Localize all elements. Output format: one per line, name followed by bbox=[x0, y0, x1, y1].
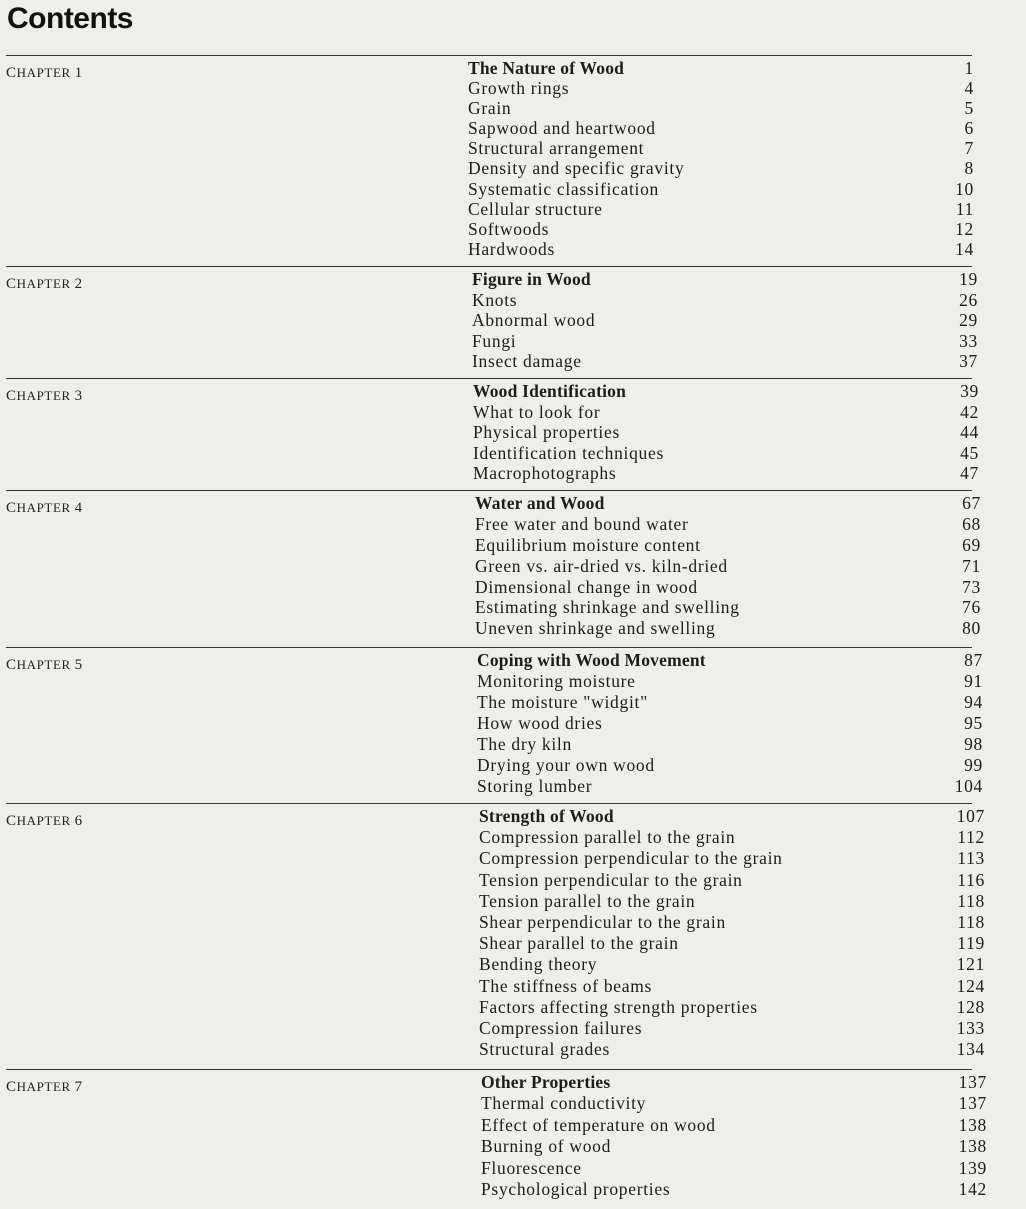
section-row bbox=[473, 422, 979, 443]
chapter-entries bbox=[468, 58, 974, 259]
section-title: Macrophotographs bbox=[473, 463, 617, 484]
page-number: 133 bbox=[956, 1017, 985, 1038]
section-title: Burning of wood bbox=[481, 1136, 612, 1157]
chapter-label bbox=[6, 276, 83, 293]
section-title: Cellular structure bbox=[468, 198, 603, 219]
section-title: Bending theory bbox=[479, 954, 598, 975]
section-row bbox=[481, 1179, 987, 1200]
section-title: Growth rings bbox=[468, 78, 570, 99]
chapter-entries bbox=[473, 381, 979, 484]
section-title: Compression parallel to the grain bbox=[479, 827, 736, 848]
chapter-label bbox=[6, 1079, 83, 1096]
section-title: Uneven shrinkage and swelling bbox=[475, 618, 716, 639]
page-number: 104 bbox=[954, 776, 983, 796]
chapter-entries bbox=[477, 650, 983, 797]
page-number: 67 bbox=[962, 493, 981, 513]
chapter-label-word: HAPTER bbox=[16, 276, 71, 291]
section-title: Equilibrium moisture content bbox=[475, 534, 701, 555]
section-title: Psychological properties bbox=[481, 1178, 671, 1199]
section-row bbox=[479, 912, 985, 933]
section-title: Monitoring moisture bbox=[477, 671, 636, 691]
section-row bbox=[473, 463, 979, 484]
chapter-title: Strength of Wood bbox=[479, 806, 614, 826]
chapter-label-initial: C bbox=[6, 1079, 17, 1095]
page-number: 118 bbox=[957, 911, 985, 932]
section-row bbox=[472, 310, 978, 331]
page-number: 138 bbox=[958, 1114, 987, 1135]
section-row bbox=[479, 997, 985, 1018]
section-row bbox=[475, 535, 981, 556]
section-row bbox=[477, 713, 983, 734]
chapter-label-initial: C bbox=[6, 388, 17, 404]
chapter-label bbox=[6, 388, 83, 405]
page-number: 94 bbox=[964, 692, 983, 712]
page-number: 76 bbox=[962, 597, 981, 618]
page-number: 113 bbox=[957, 848, 985, 869]
page-number: 107 bbox=[956, 806, 985, 826]
chapter-section bbox=[6, 1069, 987, 1199]
chapter-label-initial: C bbox=[6, 813, 17, 829]
chapter-label-word: HAPTER bbox=[16, 500, 71, 515]
section-row bbox=[473, 443, 979, 464]
chapter-entries bbox=[479, 806, 985, 1060]
chapter-title: The Nature of Wood bbox=[468, 58, 625, 78]
page-number: 11 bbox=[955, 198, 974, 219]
section-row bbox=[468, 158, 974, 178]
chapter-label-initial: C bbox=[6, 65, 17, 81]
page-number: 128 bbox=[956, 996, 985, 1017]
page-number: 134 bbox=[956, 1039, 985, 1060]
page-number: 12 bbox=[955, 218, 974, 239]
chapter-title: Other Properties bbox=[481, 1072, 611, 1092]
page-number: 87 bbox=[964, 650, 983, 670]
page-number: 121 bbox=[956, 954, 985, 975]
section-row bbox=[477, 734, 983, 755]
section-title: Compression failures bbox=[479, 1017, 643, 1038]
page-number: 118 bbox=[957, 890, 985, 911]
page-number: 44 bbox=[960, 422, 979, 443]
section-row bbox=[472, 351, 978, 372]
section-title: What to look for bbox=[473, 401, 601, 422]
section-row bbox=[468, 179, 974, 199]
chapter-label bbox=[6, 813, 83, 830]
section-title: Knots bbox=[472, 289, 518, 310]
section-row bbox=[468, 199, 974, 219]
chapter-section bbox=[6, 55, 974, 259]
page-number: 47 bbox=[960, 463, 979, 484]
section-title: Grain bbox=[468, 98, 512, 119]
page-number: 112 bbox=[957, 827, 985, 848]
section-title: Abnormal wood bbox=[472, 310, 596, 331]
section-row bbox=[479, 891, 985, 912]
section-row bbox=[477, 671, 983, 692]
page-number: 119 bbox=[957, 933, 985, 954]
section-title: How wood dries bbox=[477, 713, 603, 733]
page-number: 142 bbox=[958, 1178, 987, 1199]
section-row bbox=[479, 848, 985, 869]
page-number: 19 bbox=[959, 269, 978, 289]
section-title: Systematic classification bbox=[468, 178, 659, 199]
page-number: 14 bbox=[955, 238, 974, 259]
section-title: Fluorescence bbox=[481, 1157, 582, 1178]
chapter-title-row bbox=[475, 493, 981, 514]
section-row bbox=[479, 1039, 985, 1060]
page-number: 71 bbox=[962, 555, 981, 576]
section-title: The stiffness of beams bbox=[479, 975, 653, 996]
chapter-label-word: HAPTER bbox=[16, 65, 71, 80]
section-title: Compression perpendicular to the grain bbox=[479, 848, 783, 869]
chapter-label-word: HAPTER bbox=[16, 813, 71, 828]
page-number: 10 bbox=[955, 178, 974, 199]
chapter-title-row bbox=[473, 381, 979, 402]
section-title: Tension perpendicular to the grain bbox=[479, 869, 743, 890]
page-number: 116 bbox=[957, 869, 985, 890]
section-title: Identification techniques bbox=[473, 442, 664, 463]
chapter-title-row bbox=[477, 650, 983, 671]
section-title: Dimensional change in wood bbox=[475, 576, 698, 597]
section-row bbox=[477, 692, 983, 713]
section-row bbox=[468, 78, 974, 98]
page-number: 98 bbox=[964, 734, 983, 754]
chapter-title: Water and Wood bbox=[475, 493, 605, 513]
section-row bbox=[479, 976, 985, 997]
section-row bbox=[479, 870, 985, 891]
chapter-section bbox=[6, 803, 985, 1060]
page-number: 138 bbox=[958, 1136, 987, 1157]
page-number: 80 bbox=[962, 618, 981, 639]
section-row bbox=[475, 556, 981, 577]
section-row bbox=[481, 1093, 987, 1114]
chapter-number: 5 bbox=[74, 657, 83, 673]
section-title: Free water and bound water bbox=[475, 513, 689, 534]
page-number: 137 bbox=[958, 1072, 987, 1092]
chapter-label bbox=[6, 500, 83, 517]
page-number: 29 bbox=[959, 310, 978, 331]
chapter-label bbox=[6, 657, 83, 674]
chapter-number: 4 bbox=[74, 500, 83, 516]
section-row bbox=[481, 1115, 987, 1136]
chapter-title-row bbox=[481, 1072, 987, 1093]
page-number: 99 bbox=[964, 755, 983, 775]
section-row bbox=[468, 98, 974, 118]
chapter-label-initial: C bbox=[6, 500, 17, 516]
section-row bbox=[475, 514, 981, 535]
section-row bbox=[481, 1136, 987, 1157]
page-number: 139 bbox=[958, 1157, 987, 1178]
section-title: Effect of temperature on wood bbox=[481, 1114, 716, 1135]
section-title: Green vs. air-dried vs. kiln-dried bbox=[475, 555, 728, 576]
chapter-number: 2 bbox=[74, 276, 83, 292]
section-row bbox=[475, 597, 981, 618]
page-number: 91 bbox=[964, 671, 983, 691]
section-row bbox=[479, 827, 985, 848]
section-title: Sapwood and heartwood bbox=[468, 118, 656, 139]
section-row bbox=[481, 1158, 987, 1179]
section-row bbox=[468, 239, 974, 259]
chapter-title-row bbox=[472, 269, 978, 290]
page-number: 6 bbox=[964, 118, 974, 139]
chapter-label-word: HAPTER bbox=[16, 657, 71, 672]
section-row bbox=[475, 577, 981, 598]
page-number: 1 bbox=[964, 58, 974, 78]
chapter-title-row bbox=[468, 58, 974, 78]
chapter-number: 1 bbox=[74, 65, 83, 81]
chapter-label-initial: C bbox=[6, 657, 17, 673]
section-title: Storing lumber bbox=[477, 776, 593, 796]
page-number: 137 bbox=[958, 1093, 987, 1114]
section-row bbox=[468, 138, 974, 158]
page-number: 68 bbox=[962, 513, 981, 534]
section-title: Structural grades bbox=[479, 1039, 610, 1060]
section-row bbox=[477, 755, 983, 776]
section-title: Shear parallel to the grain bbox=[479, 933, 679, 954]
chapter-title: Coping with Wood Movement bbox=[477, 650, 706, 670]
page-number: 73 bbox=[962, 576, 981, 597]
section-row bbox=[479, 1018, 985, 1039]
section-title: The moisture "widgit" bbox=[477, 692, 648, 712]
section-row bbox=[468, 118, 974, 138]
page-number: 8 bbox=[964, 158, 974, 179]
chapter-label bbox=[6, 65, 83, 82]
page-number: 42 bbox=[960, 401, 979, 422]
section-title: Factors affecting strength properties bbox=[479, 996, 758, 1017]
section-row bbox=[468, 219, 974, 239]
section-title: Drying your own wood bbox=[477, 755, 655, 775]
chapter-number: 3 bbox=[74, 388, 83, 404]
chapter-entries bbox=[472, 269, 978, 372]
chapter-section bbox=[6, 266, 978, 372]
page-title: Contents bbox=[7, 2, 133, 35]
page-number: 7 bbox=[964, 138, 974, 159]
page-number: 33 bbox=[959, 330, 978, 351]
chapter-section bbox=[6, 490, 981, 639]
section-title: Shear perpendicular to the grain bbox=[479, 911, 726, 932]
section-title: Structural arrangement bbox=[468, 138, 645, 159]
chapter-section bbox=[6, 378, 979, 484]
chapter-label-word: HAPTER bbox=[16, 1079, 71, 1094]
section-row bbox=[477, 776, 983, 797]
page-number: 95 bbox=[964, 713, 983, 733]
chapter-section bbox=[6, 647, 983, 796]
section-row bbox=[472, 290, 978, 311]
section-title: Softwoods bbox=[468, 218, 550, 239]
page-number: 124 bbox=[956, 975, 985, 996]
section-row bbox=[472, 331, 978, 352]
section-title: Insect damage bbox=[472, 351, 582, 372]
section-title: Estimating shrinkage and swelling bbox=[475, 597, 740, 618]
section-title: Hardwoods bbox=[468, 238, 555, 259]
chapter-entries bbox=[481, 1072, 987, 1200]
page-number: 45 bbox=[960, 442, 979, 463]
section-row bbox=[479, 954, 985, 975]
chapter-number: 7 bbox=[74, 1079, 83, 1095]
section-row bbox=[475, 618, 981, 639]
section-title: Fungi bbox=[472, 330, 517, 351]
page-number: 26 bbox=[959, 289, 978, 310]
page-number: 69 bbox=[962, 534, 981, 555]
section-title: The dry kiln bbox=[477, 734, 572, 754]
page-number: 5 bbox=[964, 98, 974, 119]
page-number: 37 bbox=[959, 351, 978, 372]
section-title: Physical properties bbox=[473, 422, 620, 443]
section-row bbox=[479, 933, 985, 954]
chapter-title: Wood Identification bbox=[473, 381, 627, 401]
chapter-number: 6 bbox=[74, 813, 83, 829]
chapter-title-row bbox=[479, 806, 985, 827]
section-title: Thermal conductivity bbox=[481, 1093, 647, 1114]
section-title: Density and specific gravity bbox=[468, 158, 685, 179]
chapter-label-word: HAPTER bbox=[16, 388, 71, 403]
page-number: 4 bbox=[964, 78, 974, 99]
section-title: Tension parallel to the grain bbox=[479, 890, 696, 911]
chapter-title: Figure in Wood bbox=[472, 269, 591, 289]
page-number: 39 bbox=[960, 381, 979, 401]
chapter-label-initial: C bbox=[6, 276, 17, 292]
chapter-entries bbox=[475, 493, 981, 639]
section-row bbox=[473, 402, 979, 423]
